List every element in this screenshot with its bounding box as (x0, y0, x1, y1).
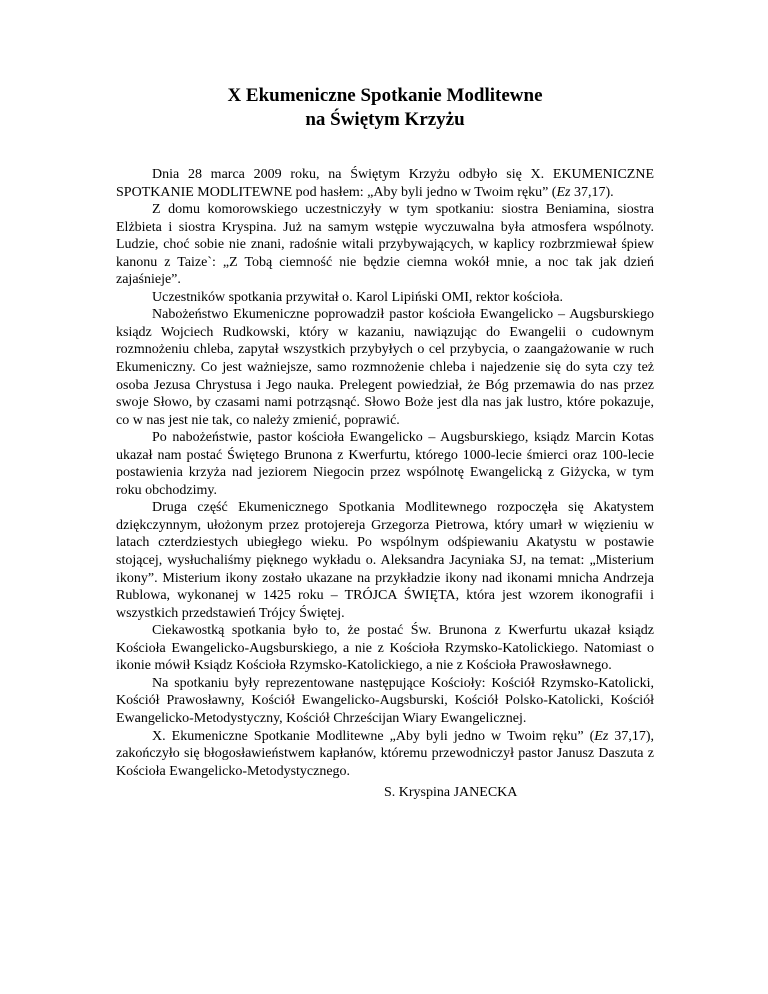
article-body (116, 166, 654, 780)
title-line-2: na Świętym Krzyżu (305, 109, 465, 130)
paragraph-7: Ciekawostką spotkania było to, że postać Św. Brunona z Kwerfurtu ukazał ksiądz Kościoła Ewangelicko-Augsburskiego, a nie z Kościoła Rzymsko-Katolickiego. Natomiast o ikonie mówił Ksiądz Kościoła Rzymsko-Katolickiego, a nie z Kościoła Prawosławnego. (116, 623, 654, 674)
document-title (116, 84, 654, 132)
scripture-reference: Ez (594, 728, 609, 744)
author-signature: S. Kryspina JANECKA (384, 785, 518, 800)
paragraph-4: Nabożeństwo Ekumeniczne poprowadził pastor kościoła Ewangelicko – Augsburskiego ksiądz Wojciech Rudkowski, który w kazaniu, nawiązując do Ewangelii o cudownym rozmnożeniu chleba, zapytał wszystkich przybyłych o cel przybycia, o zaangażowanie w ruch Ekumeniczny. Co jest ważniejsze, samo rozmnożenie chleba i najedzenie się do syta czy też osoba Jezusa Chrystusa i Jego nauka. Prelegent powiedział, że Bóg przemawia do nas przez swoje Słowo, by czasami nami potrząsnąć. Słowo Boże jest dla nas jak lustro, które pokazuje, co w nas jest nie tak, co należy zmienić, poprawić. (116, 307, 654, 428)
scripture-reference: Ez (556, 184, 571, 200)
paragraph-2: Z domu komorowskiego uczestniczyły w tym spotkaniu: siostra Beniamina, siostra Elżbieta i siostra Kryspina. Już na samym wstępie wyczuwalna była atmosfera wspólnoty. Ludzie, choć sobie nie znani, radośnie witali przybywających, w kaplicy rozbrzmiewał śpiew kanonu z Taize`: „Z Tobą ciemność nie będzie ciemna wokół mnie, a noc tak jak dzień zajaśnieje”. (116, 202, 654, 288)
paragraph-9 (116, 728, 654, 781)
paragraph-6: Druga część Ekumenicznego Spotkania Modlitewnego rozpoczęła się Akatystem dziękczynnym, ułożonym przez protojereja Grzegorza Pietrowa, który umarł w więzieniu w latach czterdziestych ubiegłego wieku. Po wspólnym odśpiewaniu Akatystu w postawie stojącej, wysłuchaliśmy pięknego wykładu o. Aleksandra Jacyniaka SJ, na temat: „Misterium ikony”. Misterium ikony zostało ukazane na przykładzie ikony nad ikonami mnicha Andrzeja Rublowa, wykonanej w 1425 roku – TRÓJCA ŚWIĘTA, która jest wzorem ikonografii i wszystkich przedstawień Trójcy Świętej. (116, 500, 654, 621)
paragraph-1 (116, 166, 654, 201)
paragraph-5: Po nabożeństwie, pastor kościoła Ewangelicko – Augsburskiego, ksiądz Marcin Kotas ukazał nam postać Świętego Brunona z Kwerfurtu, którego 1000-lecie śmierci oraz 100-lecie postawienia krzyża nad jeziorem Niegocin przez wspólnotę Ewangelicką z Giżycka, w tym roku obchodzimy. (116, 430, 654, 498)
paragraph-8: Na spotkaniu były reprezentowane następujące Kościoły: Kościół Rzymsko-Katolicki, Kościół Prawosławny, Kościół Ewangelicko-Augsburski, Kościół Polsko-Katolicki, Kościół Ewangelicko-Metodystyczny, Kościół Chrześcijan Wiary Ewangelicznej. (116, 675, 654, 726)
paragraph-1-text: Dnia 28 marca 2009 roku, na Świętym Krzyżu odbyło się X. EKUMENICZNE SPOTKANIE MODLITEWNE pod hasłem: „Aby byli jedno w Twoim ręku” ( (116, 167, 654, 200)
paragraph-3: Uczestników spotkania przywitał o. Karol Lipiński OMI, rektor kościoła. (152, 289, 563, 305)
title-line-1: X Ekumeniczne Spotkanie Modlitewne (227, 85, 543, 106)
paragraph-1-text-end: 37,17). (570, 184, 614, 200)
document-page (116, 0, 654, 780)
paragraph-9-text-end: 37,17), zakończyło się błogosławieństwem kapłanów, któremu przewodniczył pastor Janusz Daszuta z Kościoła Ewangelicko-Metodystycznego. (116, 728, 654, 779)
paragraph-9-text: X. Ekumeniczne Spotkanie Modlitewne „Aby byli jedno w Twoim ręku” ( (152, 728, 595, 744)
